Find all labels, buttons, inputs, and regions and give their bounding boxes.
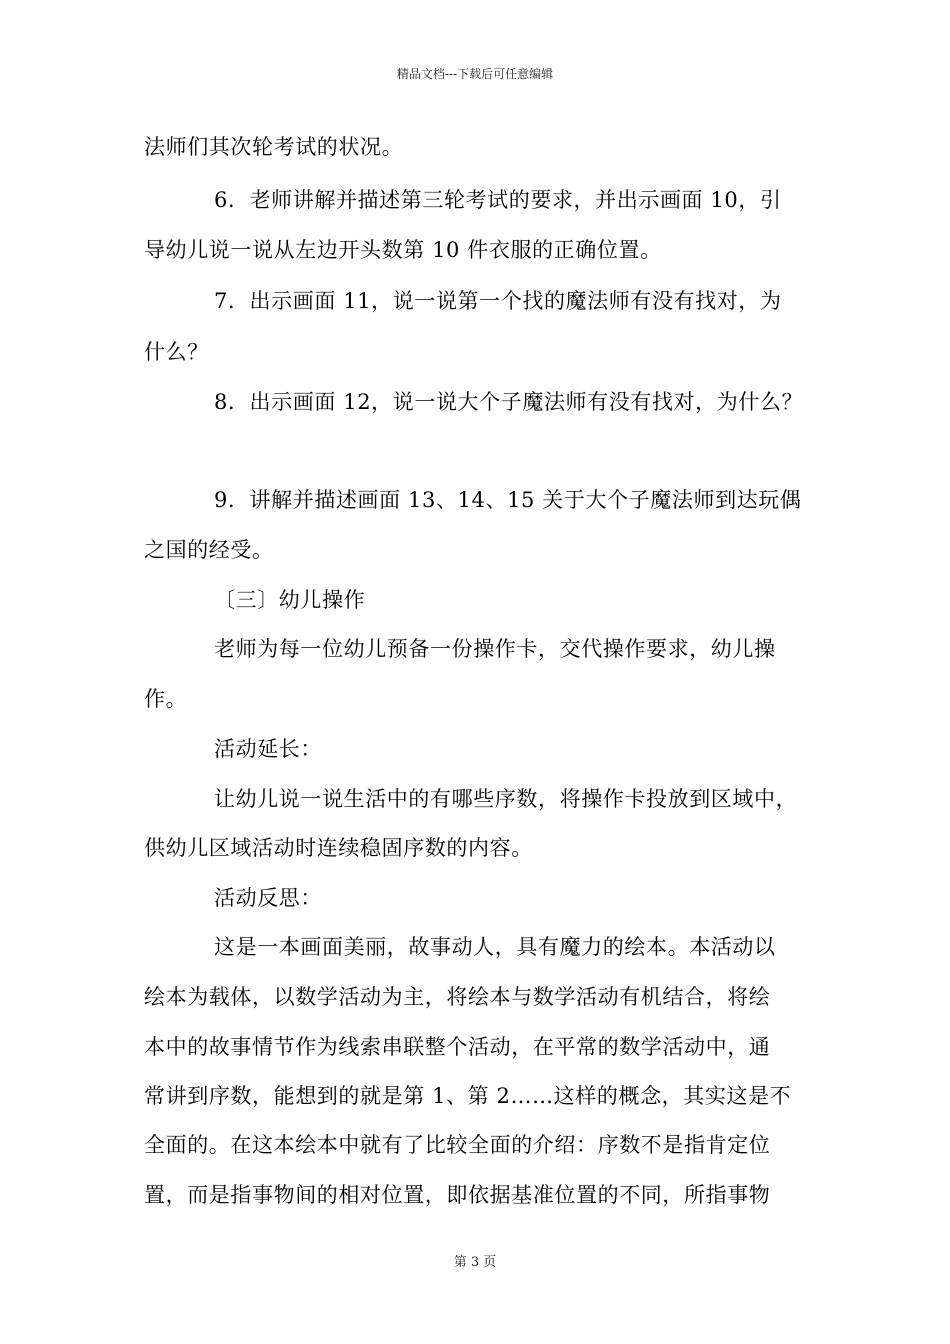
paragraph-line: 绘本为载体，以数学活动为主，将绘本与数学活动有机结合，将绘 (144, 985, 771, 1009)
paragraph-line: 9．讲解并描述画面 13、14、15 关于大个子魔法师到达玩偶 (214, 488, 802, 512)
paragraph-line: 全面的。在这本绘本中就有了比较全面的介绍：序数不是指肯定位 (144, 1133, 771, 1157)
paragraph-line: 法师们其次轮考试的状况。 (144, 135, 404, 159)
paragraph-line: 常讲到序数，能想到的就是第 1、第 2……这样的概念，其实这是不 (144, 1084, 792, 1108)
paragraph-line: 作。 (144, 687, 188, 711)
paragraph-line: 8．出示画面 12，说一说大个子魔法师有没有找对，为什么？ (214, 390, 804, 414)
paragraph-line: 这是一本画面美丽，故事动人，具有魔力的绘本。本活动以 (214, 935, 776, 959)
paragraph-line: 7．出示画面 11，说一说第一个找的魔法师有没有找对，为 (214, 289, 782, 313)
paragraph-line: 让幼儿说一说生活中的有哪些序数，将操作卡投放到区域中， (214, 787, 798, 811)
page-number: 第 3 页 (453, 1255, 497, 1270)
paragraph-line: 导幼儿说一说从左边开头数第 10 件衣服的正确位置。 (144, 238, 662, 262)
paragraph-line: 本中的故事情节作为线索串联整个活动，在平常的数学活动中，通 (144, 1035, 771, 1059)
section-heading: 〔三〕幼儿操作 (214, 588, 366, 612)
paragraph-line: 置，而是指事物间的相对位置，即依据基准位置的不同，所指事物 (144, 1183, 771, 1207)
section-heading: 活动反思： (214, 886, 322, 910)
paragraph-line: 之国的经受。 (144, 538, 274, 562)
paragraph-line: 老师为每一位幼儿预备一份操作卡，交代操作要求，幼儿操 (214, 637, 776, 661)
section-heading: 活动延长： (214, 737, 322, 761)
paragraph-line: 供幼儿区域活动时连续稳固序数的内容。 (144, 836, 533, 860)
paragraph-line: 6．老师讲解并描述第三轮考试的要求，并出示画面 10，引 (214, 188, 782, 212)
paragraph-line: 什么？ (144, 340, 209, 364)
page-header: 精品文档---下载后可任意编辑 (396, 67, 554, 81)
